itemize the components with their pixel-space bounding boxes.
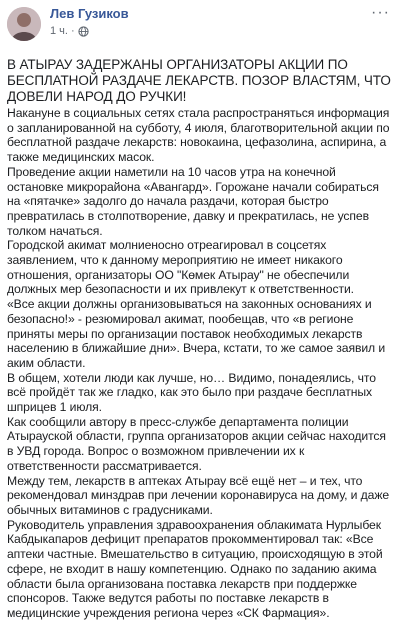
post-body <box>7 57 395 621</box>
post-paragraph: Городской акимат молниеносно отреагировал в соцсетях заявлением, что к данному мероприятию не имеет никакого отношения, организаторы ОО "Көмек Атырау" не обеспечили должных мер безопасности и их привлекут к ответственности. <box>7 238 354 297</box>
avatar-photo-icon <box>7 7 41 41</box>
post-paragraph: «Все акции должны организовываться на законных основаниях и безопасно!» - резюмировал акимат, пообещав, что «в регионе приняты меры по организации поставок необходимых лекарств населению в ближайшие дни». Вчера, кстати, то же самое заявил и аким области. <box>7 297 386 370</box>
post-paragraph: Руководитель управления здравоохранения облакимата Нурлыбек Кабдыкапаров дефицит препаратов прокомментировал так: «Все аптеки частные. Вмешательство в ситуацию, происходящую в этой сфере, не входит в нашу компетенцию. Однако по заданию акима области была организована поставка лекарств при поддержке спонсоров. Также ведутся работы по поставке лекарств в медицинские учреждения региона через «СК Фармация». <box>7 517 383 620</box>
post-meta <box>50 25 89 37</box>
post-paragraph: Накануне в социальных сетях стала распространяться информация о запланированной на субботу, 4 июля, благотворительной акции по бесплатной раздаче лекарств: новокаина, цефазолина, аспирина, а также медицинских масок. <box>7 106 390 165</box>
post-paragraph: Проведение акции наметили на 10 часов утра на конечной остановке микрорайона «Авангард». Горожане начали собираться на «пятачке» задолго до начала раздачи, которая быстро превратилась в столпотворение, давку и прекратилась, не успев толком начаться. <box>7 164 379 238</box>
more-options-icon[interactable]: ··· <box>371 4 390 21</box>
meta-separator: · <box>70 25 75 37</box>
post-paragraph: Между тем, лекарств в аптеках Атырау всё ещё нет – и тех, что рекомендовал минздрав при лечении коронавируса на дому, и даже обычных витаминов с градусниками. <box>7 473 390 517</box>
post-header <box>0 0 400 48</box>
post-headline: В АТЫРАУ ЗАДЕРЖАНЫ ОРГАНИЗАТОРЫ АКЦИИ ПО БЕСПЛАТНОЙ РАЗДАЧЕ ЛЕКАРСТВ. ПОЗОР ВЛАСТЯМ, ЧТО ДОВЕЛИ НАРОД ДО РУЧКИ! <box>7 57 391 104</box>
post-paragraph: В общем, хотели люди как лучше, но… Видимо, понадеялись, что всё пройдёт так же гладко, как это было при раздаче бесплатных шприцев 1 июля. <box>7 370 376 415</box>
post-paragraph: Как сообщили автору в пресс-службе департамента полиции Атырауской области, группа организаторов акции сейчас находится в УВД города. Вопрос о возможном привлечении их к ответственности рассматривается. <box>7 414 386 473</box>
post-timestamp[interactable]: 1 ч. <box>50 25 68 37</box>
globe-icon <box>78 26 89 37</box>
avatar[interactable] <box>7 7 41 41</box>
author-name[interactable]: Лев Гузиков <box>50 6 129 21</box>
